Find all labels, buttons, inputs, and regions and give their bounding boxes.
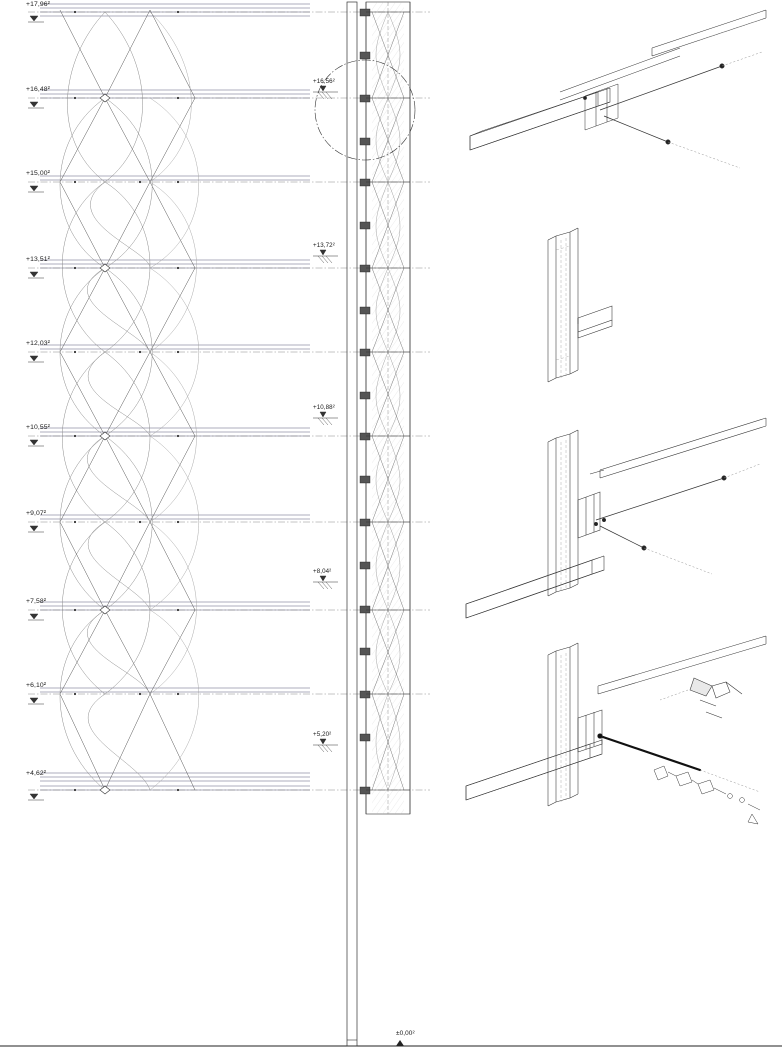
detail-level-symbols	[313, 86, 338, 752]
ground-level-label: ±0,00²	[396, 1030, 415, 1037]
level-label-5: +12,03²	[26, 340, 50, 347]
level-label-6: +10,55²	[26, 424, 50, 431]
mast-section	[347, 2, 410, 1046]
level-label-7: +9,07²	[26, 510, 47, 517]
level-label-9: +6,10²	[26, 682, 47, 689]
detail-label-5: +5,20²	[313, 731, 332, 738]
cable-net-nodes	[74, 11, 179, 794]
level-label-4: +13,51²	[26, 256, 50, 263]
axo-beam-bracket-node	[470, 10, 766, 168]
level-label-1: +17,96²	[26, 1, 50, 8]
cable-net-pattern	[60, 10, 199, 790]
detail-label-4: +8,04²	[313, 568, 332, 575]
axo-column-seat-plate	[548, 228, 612, 382]
detail-label-3: +10,88²	[313, 404, 335, 411]
mast-node-brackets	[360, 9, 370, 794]
detail-label-2: +13,72²	[313, 242, 335, 249]
level-label-8: +7,58²	[26, 598, 47, 605]
level-label-2: +16,48²	[26, 86, 50, 93]
axo-column-beam-connection	[466, 418, 766, 618]
level-label-10: +4,62²	[26, 770, 47, 777]
level-label-3: +15,00²	[26, 170, 50, 177]
axo-column-beam-rod-assembly	[466, 636, 766, 824]
detail-label-1: +16,56²	[313, 78, 335, 85]
